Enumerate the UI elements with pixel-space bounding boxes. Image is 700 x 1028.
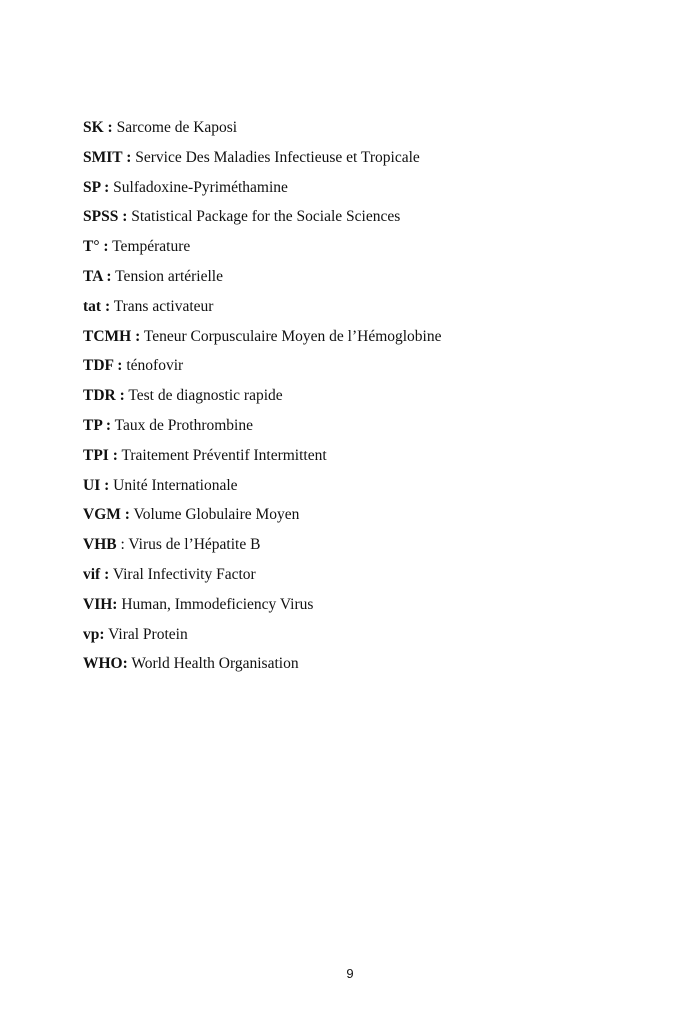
abbreviation-term: SPSS : bbox=[83, 208, 128, 226]
abbreviation-term: vif : bbox=[83, 565, 110, 583]
abbreviation-term: SP : bbox=[83, 178, 110, 196]
abbreviation-entry-vp bbox=[83, 620, 442, 650]
abbreviation-definition: Traitement Préventif Intermittent bbox=[117, 446, 327, 464]
abbreviation-term: T° : bbox=[83, 238, 109, 256]
abbreviation-definition: Taux de Prothrombine bbox=[111, 416, 253, 434]
abbreviation-entry-spss bbox=[83, 202, 442, 232]
abbreviation-definition: Volume Globulaire Moyen bbox=[129, 506, 300, 524]
abbreviation-definition: Température bbox=[108, 238, 191, 256]
abbreviation-definition: Test de diagnostic rapide bbox=[124, 387, 283, 405]
abbreviation-definition: Teneur Corpusculaire Moyen de l’Hémoglobine bbox=[140, 327, 442, 345]
abbreviation-entry-temperature bbox=[83, 232, 442, 262]
abbreviation-entry-tp bbox=[83, 411, 442, 441]
abbreviation-definition: Statistical Package for the Sociale Sciences bbox=[127, 208, 401, 226]
abbreviation-term: tat : bbox=[83, 297, 111, 315]
abbreviation-term: SK : bbox=[83, 119, 113, 136]
abbreviation-definition: Viral Protein bbox=[104, 625, 188, 643]
abbreviation-entry-tcmh bbox=[83, 322, 442, 352]
abbreviation-definition: : Virus de l’Hépatite B bbox=[116, 536, 261, 554]
abbreviation-definition: World Health Organisation bbox=[127, 655, 299, 673]
abbreviation-definition: Viral Infectivity Factor bbox=[109, 565, 256, 583]
abbreviation-definition: Tension artérielle bbox=[111, 267, 223, 285]
abbreviation-entry-vif bbox=[83, 560, 442, 590]
abbreviation-entry-tdf bbox=[83, 351, 442, 381]
abbreviation-term: TDR : bbox=[83, 387, 125, 405]
abbreviation-term: vp: bbox=[83, 625, 105, 643]
abbreviation-entry-who bbox=[83, 649, 442, 679]
abbreviation-term: UI : bbox=[83, 476, 110, 494]
abbreviation-entry-sk bbox=[83, 113, 442, 143]
abbreviation-entry-ui bbox=[83, 471, 442, 501]
abbreviation-term: VGM : bbox=[83, 506, 130, 524]
abbreviation-entry-tpi bbox=[83, 441, 442, 471]
abbreviation-entry-vhb bbox=[83, 530, 442, 560]
abbreviation-term: SMIT : bbox=[83, 148, 132, 166]
abbreviation-entry-tdr bbox=[83, 381, 442, 411]
abbreviation-term: TP : bbox=[83, 416, 111, 434]
abbreviation-entry-vih bbox=[83, 590, 442, 620]
abbreviation-entry-sp bbox=[83, 173, 442, 203]
abbreviation-definition: Service Des Maladies Infectieuse et Tropicale bbox=[131, 148, 420, 166]
abbreviation-definition: Human, Immodeficiency Virus bbox=[117, 595, 314, 613]
abbreviation-definition: ténofovir bbox=[122, 357, 184, 375]
abbreviation-list bbox=[83, 113, 442, 679]
abbreviation-definition: Sulfadoxine-Pyriméthamine bbox=[109, 178, 288, 196]
abbreviation-term: WHO: bbox=[83, 655, 128, 673]
abbreviation-term: VIH: bbox=[83, 595, 118, 613]
abbreviation-term: TA : bbox=[83, 267, 112, 285]
abbreviation-entry-vgm bbox=[83, 500, 442, 530]
abbreviation-entry-tat bbox=[83, 292, 442, 322]
abbreviation-term: VHB bbox=[83, 536, 117, 554]
abbreviation-entry-smit bbox=[83, 143, 442, 173]
abbreviation-term: TPI : bbox=[83, 446, 118, 464]
abbreviation-term: TCMH : bbox=[83, 327, 141, 345]
abbreviation-definition: Unité Internationale bbox=[109, 476, 238, 494]
abbreviation-definition: Trans activateur bbox=[110, 297, 214, 315]
abbreviation-term: TDF : bbox=[83, 357, 123, 375]
abbreviation-definition: Sarcome de Kaposi bbox=[112, 119, 238, 136]
page-number: 9 bbox=[346, 966, 354, 981]
abbreviation-entry-ta bbox=[83, 262, 442, 292]
